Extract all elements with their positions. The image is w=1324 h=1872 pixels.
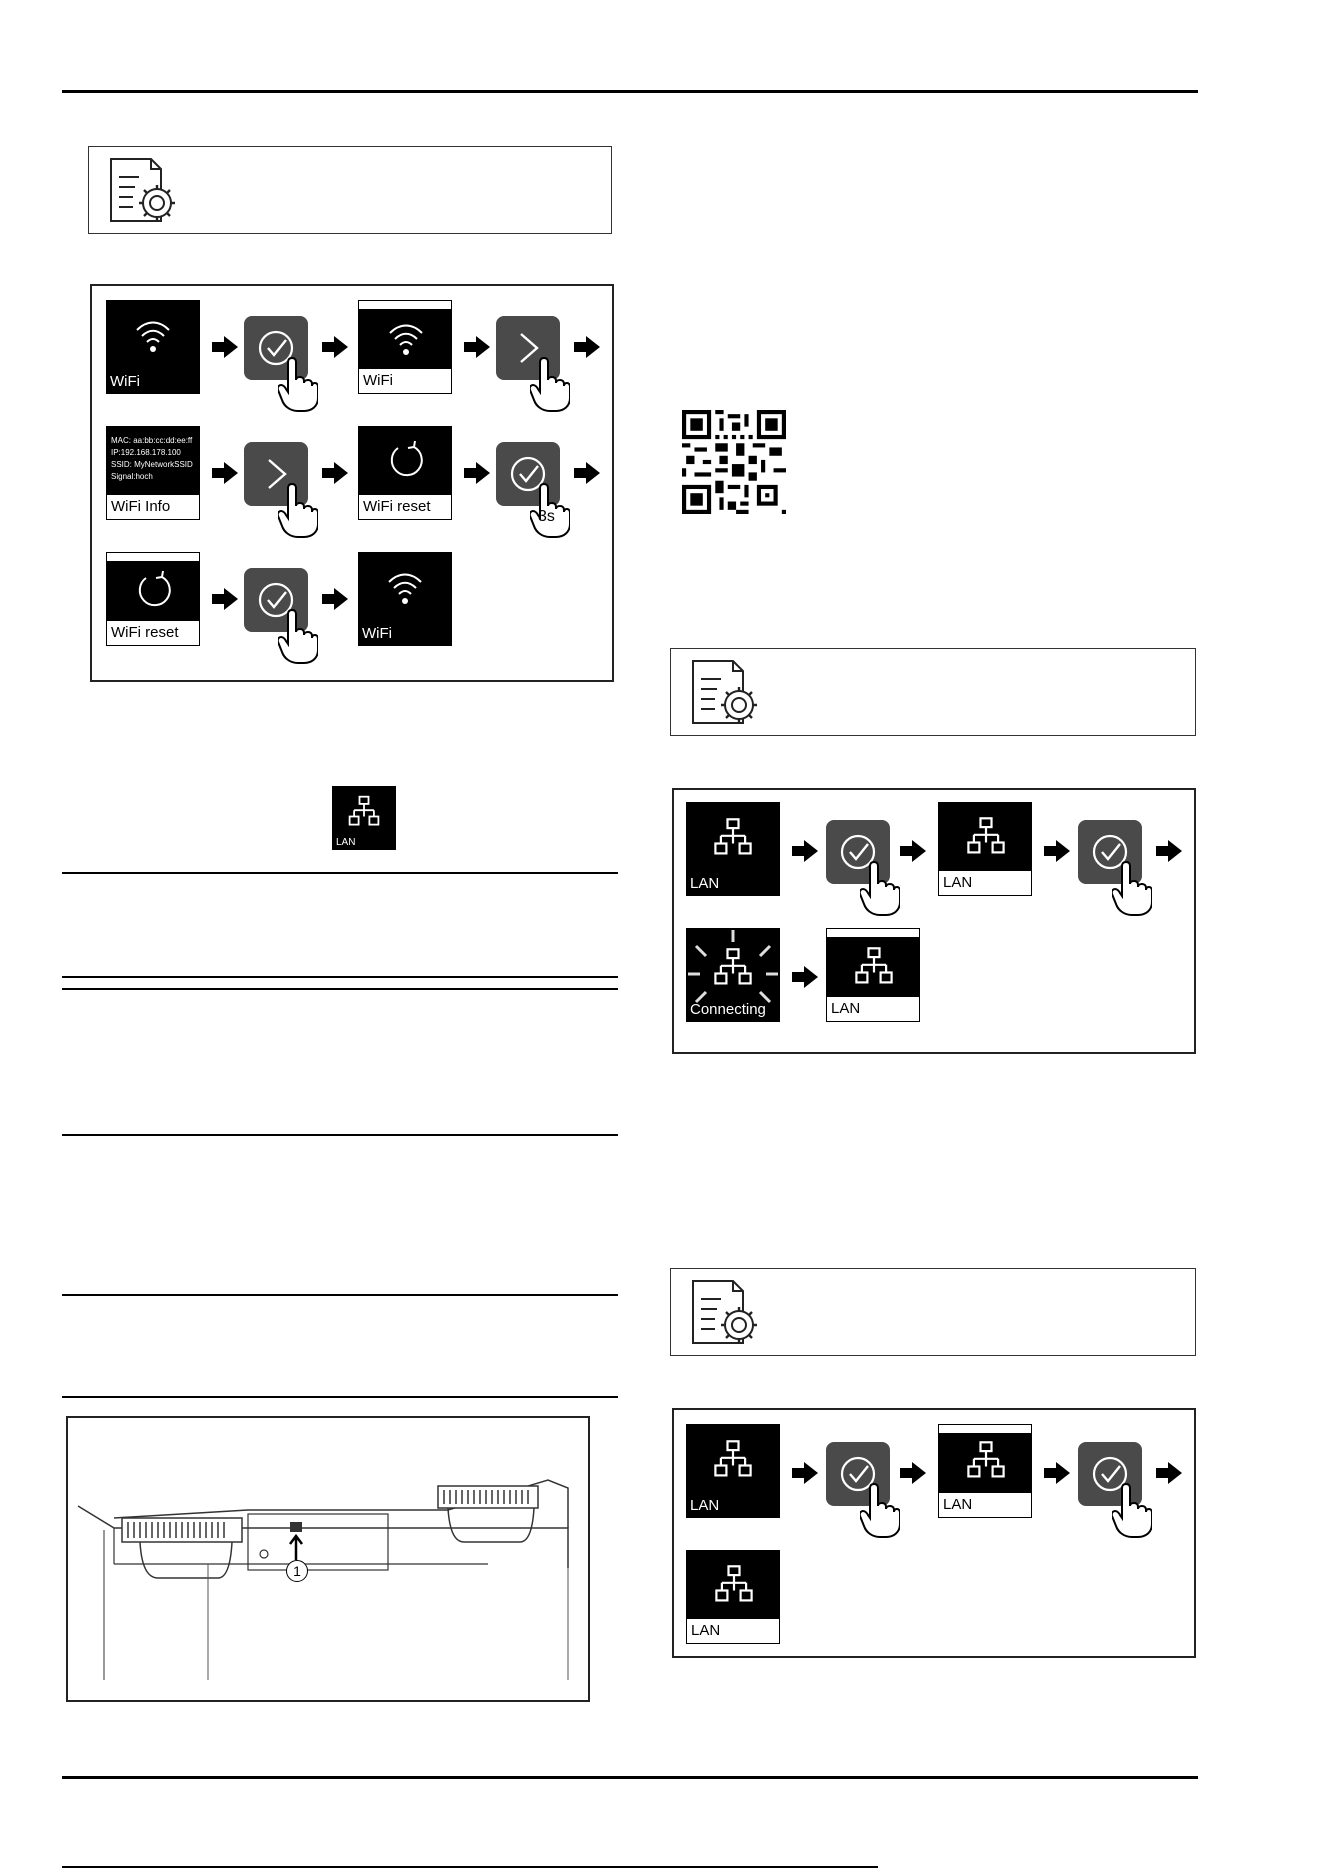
hold-time-label: 3s xyxy=(538,508,555,525)
section-rule xyxy=(62,1134,618,1136)
arrow-right-icon xyxy=(792,1462,818,1484)
hand-pointer-icon xyxy=(1112,1482,1152,1538)
screen-label: LAN xyxy=(690,875,720,892)
arrow-right-icon xyxy=(1044,1462,1070,1484)
screen-wifi-final xyxy=(358,552,452,646)
footer-bottom-rule xyxy=(62,1866,878,1868)
hand-pointer-icon xyxy=(860,860,900,916)
settings-document-icon xyxy=(689,1277,769,1347)
arrow-right-icon xyxy=(900,840,926,862)
hand-pointer-icon xyxy=(278,356,318,412)
section-rule xyxy=(62,1396,618,1398)
network-icon xyxy=(711,816,755,860)
arrow-right-icon xyxy=(464,336,490,358)
arrow-right-icon xyxy=(212,462,238,484)
screen-label: WiFi xyxy=(110,373,140,390)
network-icon xyxy=(964,1439,1008,1483)
header-rule xyxy=(62,90,1198,93)
qr-code xyxy=(682,410,786,514)
screen-wifi-reset-selected xyxy=(106,552,200,646)
settings-document-icon xyxy=(107,155,187,225)
screen-label: LAN xyxy=(943,874,973,891)
arrow-right-icon xyxy=(792,966,818,988)
screen-label: WiFi xyxy=(363,372,393,389)
arrow-right-icon xyxy=(322,336,348,358)
screen-label: LAN xyxy=(690,1497,720,1514)
screen-wifi xyxy=(106,300,200,394)
screen-wifi-info xyxy=(106,426,200,520)
screen-wifi-selected xyxy=(358,300,452,394)
wifi-info-lines: MAC: aa:bb:cc:dd:ee:ff IP:192.168.178.100 SSID: MyNetworkSSID Signal:hoch xyxy=(111,436,193,481)
settings-note-box xyxy=(670,648,1196,736)
screen-label: LAN xyxy=(943,1496,973,1513)
wifi-reset-sequence-figure xyxy=(90,284,614,682)
arrow-right-icon xyxy=(574,462,600,484)
arrow-right-icon xyxy=(212,336,238,358)
screen-label: LAN xyxy=(691,1622,721,1639)
hand-pointer-icon xyxy=(1112,860,1152,916)
reset-icon xyxy=(386,439,426,479)
lan-disconnect-sequence-figure xyxy=(672,1408,1196,1658)
lan-status-icon xyxy=(332,786,396,850)
screen-label: WiFi reset xyxy=(363,498,431,515)
hand-pointer-icon xyxy=(860,1482,900,1538)
screen-label: Connecting xyxy=(690,1001,766,1018)
section-rule xyxy=(62,872,618,874)
arrow-right-icon xyxy=(792,840,818,862)
appliance-top-illustration xyxy=(68,1418,588,1700)
lan-icon-label: LAN xyxy=(336,837,356,848)
screen-lan-selected xyxy=(938,802,1032,896)
section-rule xyxy=(62,988,618,990)
lan-port-location-figure xyxy=(66,1416,590,1702)
arrow-right-icon xyxy=(574,336,600,358)
reset-icon xyxy=(134,569,174,609)
screen-lan-selected xyxy=(938,1424,1032,1518)
screen-label: LAN xyxy=(831,1000,861,1017)
arrow-right-icon xyxy=(900,1462,926,1484)
wifi-icon xyxy=(133,316,173,356)
hand-pointer-icon xyxy=(278,482,318,538)
network-icon xyxy=(852,945,896,989)
wifi-icon xyxy=(385,568,425,608)
settings-document-icon xyxy=(689,657,769,727)
screen-label: WiFi xyxy=(362,625,392,642)
arrow-right-icon xyxy=(322,588,348,610)
hand-pointer-icon xyxy=(278,608,318,664)
network-icon xyxy=(711,1438,755,1482)
hand-pointer-icon xyxy=(530,356,570,412)
screen-lan-final xyxy=(686,1550,780,1644)
screen-label: WiFi reset xyxy=(111,624,179,641)
arrow-right-icon xyxy=(322,462,348,484)
screen-lan xyxy=(686,1424,780,1518)
section-rule xyxy=(62,976,618,978)
screen-lan-final xyxy=(826,928,920,1022)
screen-wifi-reset xyxy=(358,426,452,520)
arrow-right-icon xyxy=(212,588,238,610)
lan-connect-sequence-figure xyxy=(672,788,1196,1054)
arrow-right-icon xyxy=(464,462,490,484)
arrow-right-icon xyxy=(1044,840,1070,862)
screen-label: WiFi Info xyxy=(111,498,171,515)
arrow-right-icon xyxy=(1156,1462,1182,1484)
screen-lan xyxy=(686,802,780,896)
section-rule xyxy=(62,1294,618,1296)
network-icon xyxy=(712,1563,756,1607)
settings-note-box xyxy=(88,146,612,234)
settings-note-box xyxy=(670,1268,1196,1356)
footer-rule xyxy=(62,1776,1198,1779)
network-icon xyxy=(346,794,382,830)
arrow-right-icon xyxy=(1156,840,1182,862)
callout-1: 1 xyxy=(286,1560,308,1582)
wifi-icon xyxy=(386,319,426,359)
network-icon xyxy=(964,815,1008,859)
screen-lan-connecting xyxy=(686,928,780,1022)
network-icon xyxy=(711,946,755,990)
